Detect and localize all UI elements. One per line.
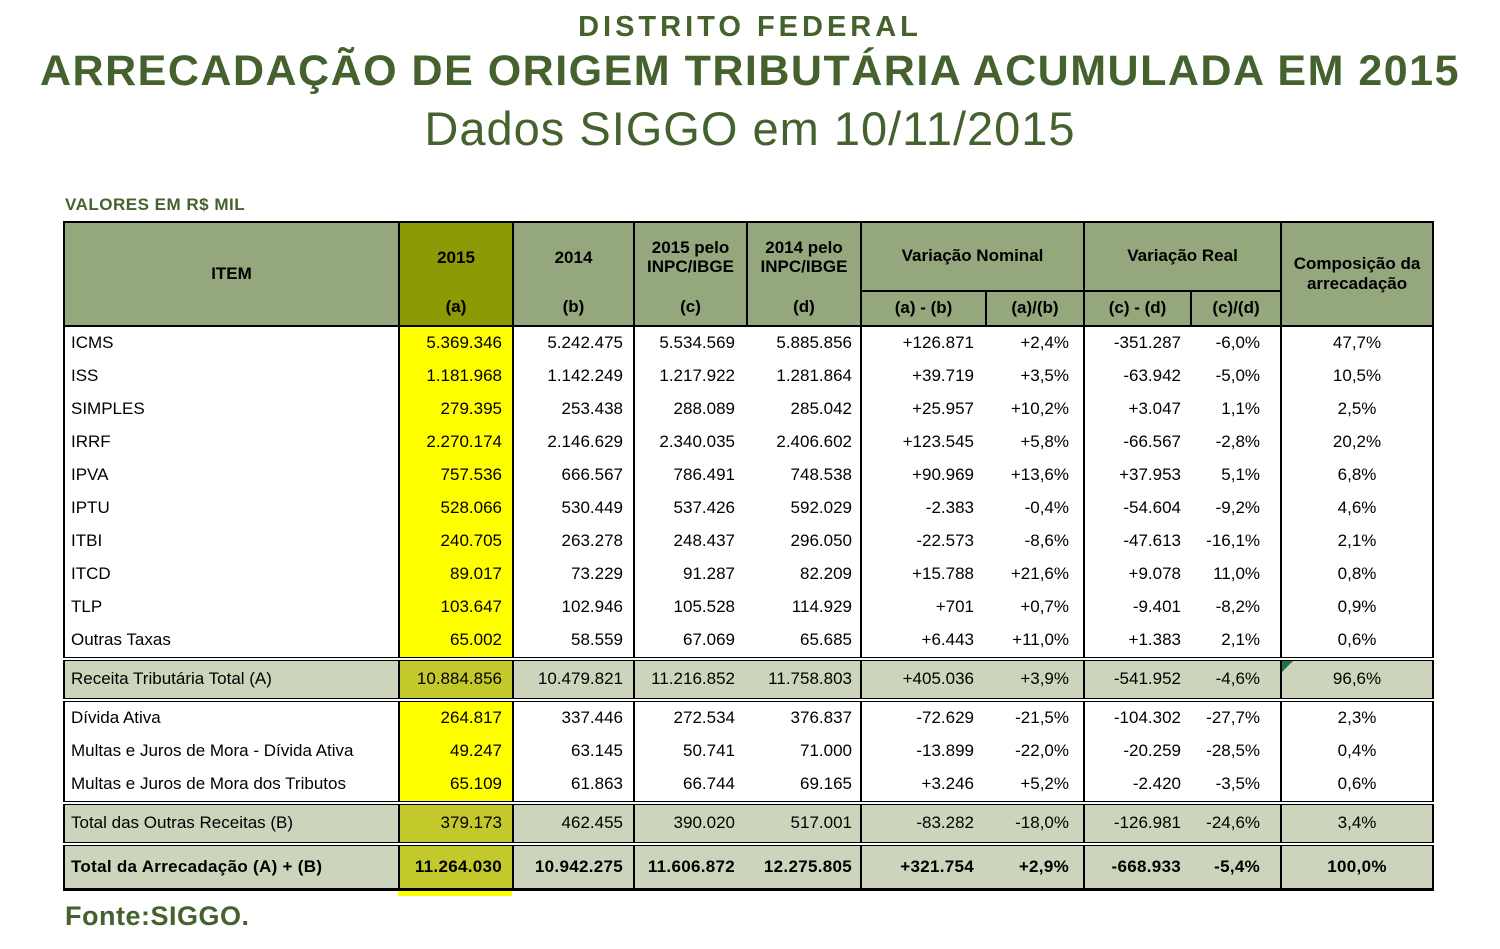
value-2015-inpc: 1.217.922 — [634, 360, 747, 393]
value-composition — [1281, 659, 1433, 700]
value-real-diff: -47.613 — [1084, 525, 1191, 558]
table-row-simples — [64, 393, 1433, 426]
value-2014: 63.145 — [513, 735, 634, 768]
table-row-divida-ativa — [64, 700, 1433, 735]
value-nominal-diff: +15.788 — [861, 558, 986, 591]
value-real-diff: -541.952 — [1084, 659, 1191, 700]
row-label: Outras Taxas — [64, 624, 399, 659]
value-2015: 49.247 — [399, 735, 513, 768]
col-subheader-c-over-d: (c)/(d) — [1191, 291, 1281, 326]
value-2015: 279.395 — [399, 393, 513, 426]
value-2014: 10.942.275 — [513, 844, 634, 890]
value-composition: 100,0% — [1281, 844, 1433, 890]
value-nominal-pct: -22,0% — [986, 735, 1084, 768]
value-composition: 0,6% — [1281, 624, 1433, 659]
table-row-irrf — [64, 426, 1433, 459]
value-nominal-pct: +21,6% — [986, 558, 1084, 591]
value-composition: 3,4% — [1281, 803, 1433, 844]
value-real-diff: -126.981 — [1084, 803, 1191, 844]
value-2014-inpc: 517.001 — [747, 803, 861, 844]
value-2014: 666.567 — [513, 459, 634, 492]
col-group-variacao-nominal: Variação Nominal — [861, 222, 1084, 291]
source-note: Fonte:SIGGO. — [65, 900, 250, 931]
value-real-pct: -4,6% — [1191, 659, 1281, 700]
value-real-diff: -63.942 — [1084, 360, 1191, 393]
value-real-pct: -24,6% — [1191, 803, 1281, 844]
value-real-diff: -54.604 — [1084, 492, 1191, 525]
value-2015: 2.270.174 — [399, 426, 513, 459]
value-nominal-pct: -8,6% — [986, 525, 1084, 558]
value-2014: 10.479.821 — [513, 659, 634, 700]
value-nominal-pct: -18,0% — [986, 803, 1084, 844]
table-row-itbi — [64, 525, 1433, 558]
value-real-pct: -6,0% — [1191, 326, 1281, 360]
value-2014-inpc: 1.281.864 — [747, 360, 861, 393]
value-real-pct: -5,0% — [1191, 360, 1281, 393]
table-row-icms — [64, 326, 1433, 360]
value-composition: 10,5% — [1281, 360, 1433, 393]
col-subheader-c-minus-d: (c) - (d) — [1084, 291, 1191, 326]
value-real-diff: +1.383 — [1084, 624, 1191, 659]
value-2015-inpc: 91.287 — [634, 558, 747, 591]
table-row-ipva — [64, 459, 1433, 492]
col-subheader-a-minus-b: (a) - (b) — [861, 291, 986, 326]
value-nominal-pct: +2,9% — [986, 844, 1084, 890]
value-2014-inpc: 592.029 — [747, 492, 861, 525]
value-nominal-pct: +5,8% — [986, 426, 1084, 459]
col-subheader-a-over-b: (a)/(b) — [986, 291, 1084, 326]
report-header — [0, 0, 1500, 153]
value-real-pct: 11,0% — [1191, 558, 1281, 591]
value-composition: 0,9% — [1281, 591, 1433, 624]
value-2014: 73.229 — [513, 558, 634, 591]
value-real-diff: +37.953 — [1084, 459, 1191, 492]
value-2014-inpc: 376.837 — [747, 700, 861, 735]
value-real-diff: -20.259 — [1084, 735, 1191, 768]
value-nominal-diff: -22.573 — [861, 525, 986, 558]
value-2015-inpc: 272.534 — [634, 700, 747, 735]
value-2015-inpc: 105.528 — [634, 591, 747, 624]
value-2014-inpc: 114.929 — [747, 591, 861, 624]
value-nominal-diff: +25.957 — [861, 393, 986, 426]
value-composition: 4,6% — [1281, 492, 1433, 525]
value-nominal-diff: -72.629 — [861, 700, 986, 735]
value-2015-inpc: 2.340.035 — [634, 426, 747, 459]
value-nominal-pct: +11,0% — [986, 624, 1084, 659]
col-header-item: ITEM — [64, 222, 399, 326]
value-real-pct: -9,2% — [1191, 492, 1281, 525]
table-header — [64, 222, 1433, 326]
value-nominal-diff: +90.969 — [861, 459, 986, 492]
col-header-2014-inpc: 2014 pelo INPC/IBGE (d) — [747, 222, 861, 326]
value-nominal-pct: +3,9% — [986, 659, 1084, 700]
table-row-iss — [64, 360, 1433, 393]
value-composition: 6,8% — [1281, 459, 1433, 492]
value-nominal-diff: +3.246 — [861, 768, 986, 803]
value-2014: 5.242.475 — [513, 326, 634, 360]
value-real-diff: +9.078 — [1084, 558, 1191, 591]
row-label: ISS — [64, 360, 399, 393]
value-nominal-diff: +321.754 — [861, 844, 986, 890]
value-nominal-pct: -0,4% — [986, 492, 1084, 525]
table-wrapper — [63, 221, 1432, 891]
value-nominal-pct: +0,7% — [986, 591, 1084, 624]
value-composition: 0,6% — [1281, 768, 1433, 803]
value-composition-text: 96,6% — [1332, 669, 1382, 689]
cell-corner-marker-icon — [1282, 661, 1293, 672]
value-2015-inpc: 11.216.852 — [634, 659, 747, 700]
table-row-receita-tributaria-total-a — [64, 659, 1433, 700]
value-2015-inpc: 248.437 — [634, 525, 747, 558]
row-label: Multas e Juros de Mora - Dívida Ativa — [64, 735, 399, 768]
value-2015-inpc: 786.491 — [634, 459, 747, 492]
table-row-total-outras-receitas-b — [64, 803, 1433, 844]
value-real-diff: -9.401 — [1084, 591, 1191, 624]
value-real-pct: -16,1% — [1191, 525, 1281, 558]
value-real-pct: -2,8% — [1191, 426, 1281, 459]
value-2014: 263.278 — [513, 525, 634, 558]
value-2015-inpc: 67.069 — [634, 624, 747, 659]
value-composition: 20,2% — [1281, 426, 1433, 459]
value-2015: 103.647 — [399, 591, 513, 624]
row-label: IRRF — [64, 426, 399, 459]
value-nominal-diff: +6.443 — [861, 624, 986, 659]
value-2014: 337.446 — [513, 700, 634, 735]
col-group-variacao-real: Variação Real — [1084, 222, 1281, 291]
value-2014-inpc: 5.885.856 — [747, 326, 861, 360]
value-nominal-pct: +13,6% — [986, 459, 1084, 492]
value-2014-inpc: 748.538 — [747, 459, 861, 492]
value-nominal-pct: +5,2% — [986, 768, 1084, 803]
row-label: IPTU — [64, 492, 399, 525]
value-nominal-pct: +10,2% — [986, 393, 1084, 426]
value-real-diff: -668.933 — [1084, 844, 1191, 890]
value-2015: 264.817 — [399, 700, 513, 735]
row-label: ICMS — [64, 326, 399, 360]
value-nominal-diff: +701 — [861, 591, 986, 624]
value-2015: 65.109 — [399, 768, 513, 803]
value-2015: 379.173 — [399, 803, 513, 844]
value-real-pct: -3,5% — [1191, 768, 1281, 803]
value-2015: 10.884.856 — [399, 659, 513, 700]
value-2014: 1.142.249 — [513, 360, 634, 393]
value-composition: 47,7% — [1281, 326, 1433, 360]
row-label: Total da Arrecadação (A) + (B) — [64, 844, 399, 890]
report-subtitle-date: Dados SIGGO em 10/11/2015 — [424, 101, 1076, 155]
row-label: TLP — [64, 591, 399, 624]
value-nominal-diff: -83.282 — [861, 803, 986, 844]
value-real-diff: +3.047 — [1084, 393, 1191, 426]
value-nominal-diff: +123.545 — [861, 426, 986, 459]
value-real-diff: -104.302 — [1084, 700, 1191, 735]
value-real-diff: -2.420 — [1084, 768, 1191, 803]
value-2015-inpc: 537.426 — [634, 492, 747, 525]
row-label: IPVA — [64, 459, 399, 492]
table-caption-values-unit: VALORES EM R$ MIL — [65, 194, 246, 214]
value-2015-inpc: 50.741 — [634, 735, 747, 768]
value-real-pct: 5,1% — [1191, 459, 1281, 492]
value-2014: 2.146.629 — [513, 426, 634, 459]
col-header-composicao: Composição da arrecadação — [1281, 222, 1433, 326]
value-2014: 102.946 — [513, 591, 634, 624]
row-label: Total das Outras Receitas (B) — [64, 803, 399, 844]
value-nominal-pct: +2,4% — [986, 326, 1084, 360]
value-2015: 11.264.030 — [399, 844, 513, 890]
value-2014: 61.863 — [513, 768, 634, 803]
value-real-pct: -28,5% — [1191, 735, 1281, 768]
value-2014: 462.455 — [513, 803, 634, 844]
value-2015-inpc: 11.606.872 — [634, 844, 747, 890]
value-real-pct: -5,4% — [1191, 844, 1281, 890]
table-row-outras-taxas — [64, 624, 1433, 659]
value-2014-inpc: 82.209 — [747, 558, 861, 591]
value-2015: 240.705 — [399, 525, 513, 558]
col-header-2014: 2014 (b) — [513, 222, 634, 326]
report-title-region: DISTRITO FEDERAL — [578, 11, 922, 43]
header-row-main — [64, 222, 1433, 291]
value-nominal-diff: -2.383 — [861, 492, 986, 525]
report-title-main: ARRECADAÇÃO DE ORIGEM TRIBUTÁRIA ACUMULADA EM 2015 — [40, 47, 1460, 96]
value-2015-inpc: 390.020 — [634, 803, 747, 844]
value-2014-inpc: 296.050 — [747, 525, 861, 558]
table-row-itcd — [64, 558, 1433, 591]
value-2014-inpc: 11.758.803 — [747, 659, 861, 700]
value-composition: 0,8% — [1281, 558, 1433, 591]
value-nominal-diff: +405.036 — [861, 659, 986, 700]
table-row-multas-divida-ativa — [64, 735, 1433, 768]
value-nominal-diff: +39.719 — [861, 360, 986, 393]
value-2015: 757.536 — [399, 459, 513, 492]
value-2015-inpc: 66.744 — [634, 768, 747, 803]
value-real-pct: -27,7% — [1191, 700, 1281, 735]
value-2015: 65.002 — [399, 624, 513, 659]
value-nominal-diff: -13.899 — [861, 735, 986, 768]
value-2014-inpc: 285.042 — [747, 393, 861, 426]
value-2015-inpc: 5.534.569 — [634, 326, 747, 360]
highlight-column-overflow — [398, 891, 512, 896]
value-2015: 528.066 — [399, 492, 513, 525]
table-row-total-arrecadacao-a-b — [64, 844, 1433, 890]
col-header-2015-inpc: 2015 pelo INPC/IBGE (c) — [634, 222, 747, 326]
value-real-diff: -351.287 — [1084, 326, 1191, 360]
row-label: ITBI — [64, 525, 399, 558]
revenue-table — [63, 221, 1434, 891]
value-2014: 58.559 — [513, 624, 634, 659]
row-label: ITCD — [64, 558, 399, 591]
value-2014-inpc: 69.165 — [747, 768, 861, 803]
value-2015-inpc: 288.089 — [634, 393, 747, 426]
value-2014-inpc: 12.275.805 — [747, 844, 861, 890]
value-real-pct: 1,1% — [1191, 393, 1281, 426]
row-label: Multas e Juros de Mora dos Tributos — [64, 768, 399, 803]
row-label: Receita Tributária Total (A) — [64, 659, 399, 700]
value-2014-inpc: 2.406.602 — [747, 426, 861, 459]
value-2014: 253.438 — [513, 393, 634, 426]
col-header-2015: 2015 (a) — [399, 222, 513, 326]
value-real-pct: -8,2% — [1191, 591, 1281, 624]
value-composition: 0,4% — [1281, 735, 1433, 768]
table-row-tlp — [64, 591, 1433, 624]
value-2015: 5.369.346 — [399, 326, 513, 360]
value-nominal-diff: +126.871 — [861, 326, 986, 360]
row-label: SIMPLES — [64, 393, 399, 426]
value-2014-inpc: 71.000 — [747, 735, 861, 768]
row-label: Dívida Ativa — [64, 700, 399, 735]
value-2014-inpc: 65.685 — [747, 624, 861, 659]
table-row-multas-tributos — [64, 768, 1433, 803]
value-real-diff: -66.567 — [1084, 426, 1191, 459]
table-row-iptu — [64, 492, 1433, 525]
value-composition: 2,1% — [1281, 525, 1433, 558]
value-nominal-pct: -21,5% — [986, 700, 1084, 735]
value-2015: 89.017 — [399, 558, 513, 591]
value-real-pct: 2,1% — [1191, 624, 1281, 659]
table-body — [64, 326, 1433, 890]
value-2015: 1.181.968 — [399, 360, 513, 393]
value-2014: 530.449 — [513, 492, 634, 525]
value-composition: 2,3% — [1281, 700, 1433, 735]
value-nominal-pct: +3,5% — [986, 360, 1084, 393]
value-composition: 2,5% — [1281, 393, 1433, 426]
